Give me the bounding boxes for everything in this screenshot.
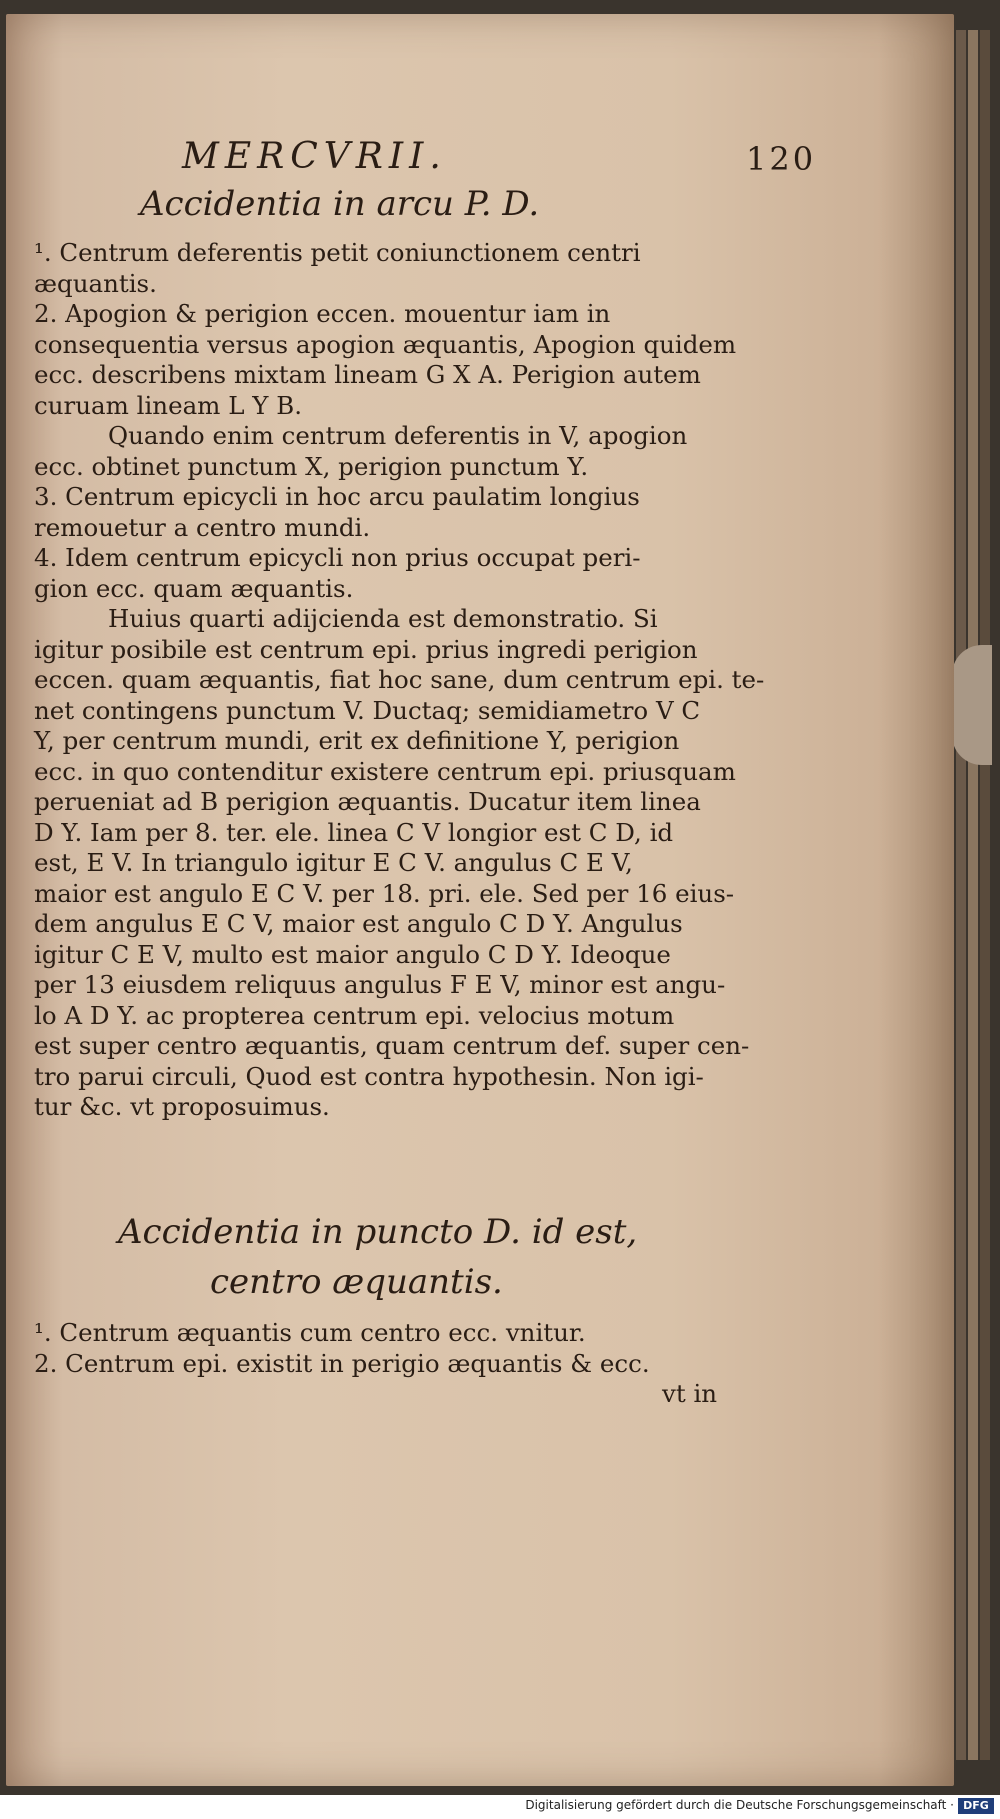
text-line: tro parui circuli, Quod est contra hypothesin. Non igi- — [34, 1061, 704, 1091]
text-line: ecc. in quo contenditur existere centrum epi. priusquam — [34, 756, 736, 786]
text-line: est, E V. In triangulo igitur E C V. angulus C E V, — [34, 848, 633, 877]
text-line: per 13 eiusdem reliquus angulus F E V, minor est angu- — [34, 970, 726, 999]
text-line: 2. Apogion & perigion eccen. mouentur iam in — [34, 299, 611, 328]
text-line: dem angulus E C V, maior est angulo C D Y. Angulus — [34, 909, 683, 938]
text-line: igitur posibile est centrum epi. prius ingredi perigion — [34, 634, 698, 664]
text-line: 2. Centrum epi. existit in perigio æquantis & ecc. — [34, 1348, 650, 1378]
text-line: æquantis. — [34, 268, 157, 298]
digitization-footer — [0, 1795, 1000, 1819]
text-line: gion ecc. quam æquantis. — [34, 573, 354, 603]
text-line: Quando enim centrum deferentis in V, apogion — [108, 421, 688, 450]
running-title: MERCVRII. — [182, 136, 447, 177]
text-line: net contingens punctum V. Ductaq; semidiametro V C — [34, 695, 701, 725]
text-line: ecc. describens mixtam lineam G X A. Perigion autem — [34, 360, 701, 389]
text-line: maior est angulo E C V. per 18. pri. ele. Sed per 16 eius- — [34, 878, 735, 908]
book-page — [6, 14, 954, 1786]
text-line: lo A D Y. ac propterea centrum epi. velocius motum — [34, 1000, 675, 1030]
text-line: 3. Centrum epicycli in hoc arcu paulatim longius — [34, 482, 640, 511]
text-line: D Y. Iam per 8. ter. ele. linea C V longior est C D, id — [34, 817, 674, 847]
text-line: remouetur a centro mundi. — [34, 512, 371, 542]
text-line: ¹. Centrum deferentis petit coniunctionem centri — [34, 238, 641, 267]
text-line: ecc. obtinet punctum X, perigion punctum Y. — [34, 451, 589, 481]
page-edge — [980, 30, 990, 1760]
section-body — [34, 238, 765, 1123]
text-line: Huius quarti adijcienda est demonstratio. Si — [108, 604, 658, 633]
text-line: 4. Idem centrum epicycli non prius occupat peri- — [34, 543, 641, 572]
dfg-logo: DFG — [958, 1798, 994, 1814]
section-heading: Accidentia in puncto D. id est, — [118, 1212, 638, 1252]
text-line: Y, per centrum mundi, erit ex definitione Y, perigion — [34, 726, 680, 755]
section-heading: centro æquantis. — [210, 1262, 503, 1302]
footer-credit: Digitalisierung gefördert durch die Deutsche Forschungsgemeinschaft · — [525, 1798, 954, 1812]
text-line: curuam lineam L Y B. — [34, 390, 303, 420]
text-line: consequentia versus apogion æquantis, Apogion quidem — [34, 329, 737, 359]
catchword: vt in — [662, 1379, 718, 1408]
text-line: perueniat ad B perigion æquantis. Ducatur item linea — [34, 787, 701, 816]
section-body — [34, 1318, 734, 1410]
text-line: eccen. quam æquantis, fiat hoc sane, dum centrum epi. te- — [34, 665, 765, 694]
text-line: est super centro æquantis, quam centrum def. super cen- — [34, 1031, 750, 1060]
text-line: tur &c. vt proposuimus. — [34, 1092, 330, 1121]
page-edge — [956, 30, 966, 1760]
page-edge — [968, 30, 978, 1760]
section-heading: Accidentia in arcu P. D. — [140, 184, 540, 224]
text-line: ¹. Centrum æquantis cum centro ecc. vnitur. — [34, 1318, 586, 1347]
page-number: 120 — [746, 140, 817, 178]
clasp-tab — [952, 645, 992, 765]
text-line: igitur C E V, multo est maior angulo C D Y. Ideoque — [34, 939, 671, 969]
